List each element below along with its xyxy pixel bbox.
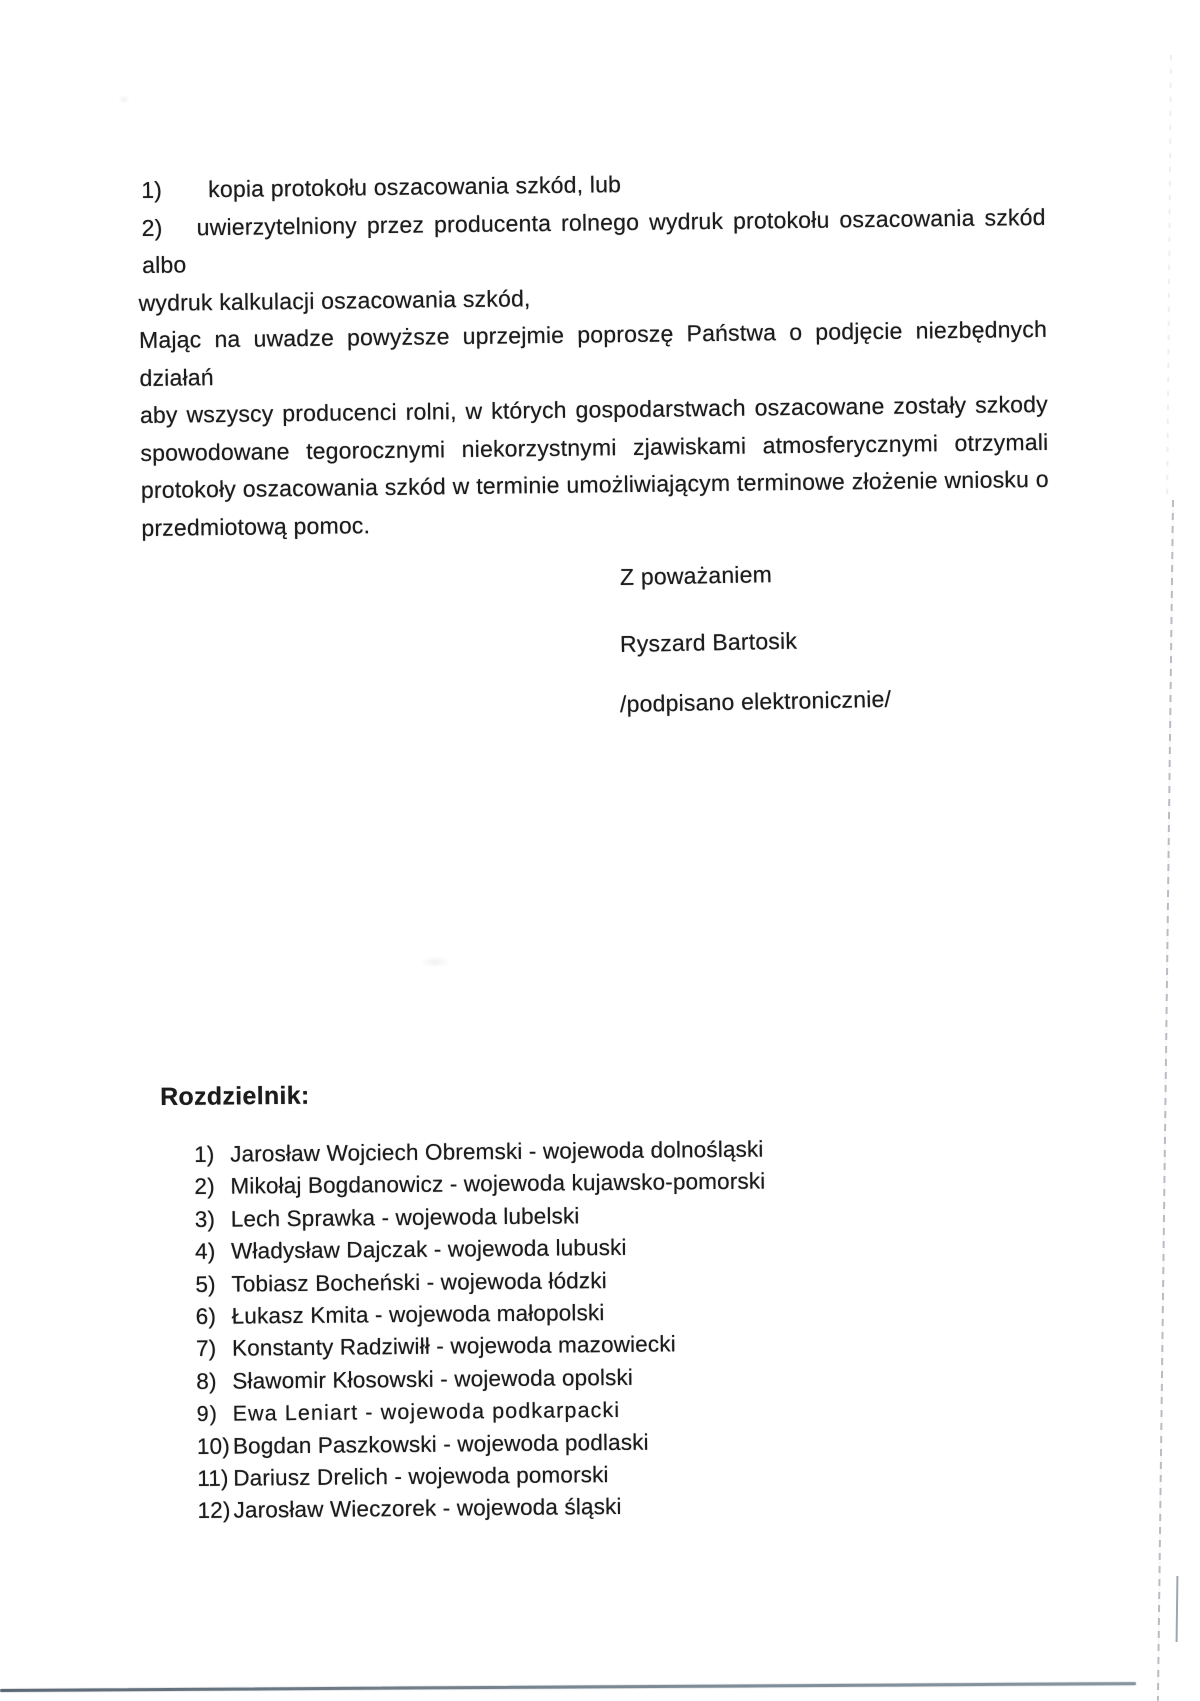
item-text: Tobiasz Bocheński - wojewoda łódzki [231, 1267, 607, 1297]
scan-artifact-edge-streak-faint [1166, 55, 1172, 500]
distribution-list [194, 1132, 958, 1528]
item-number: 2) [194, 1174, 215, 1200]
paragraph-line: spowodowane tegorocznymi niekorzystnymi zjawiskami atmosferycznymi otrzymali [140, 428, 1049, 466]
item-text: Jarosław Wojciech Obremski - wojewoda dolnośląski [230, 1136, 764, 1167]
item-number: 11) [197, 1465, 229, 1491]
item-text: Konstanty Radziwiłł - wojewoda mazowiecki [231, 1331, 676, 1361]
item-number: 6) [195, 1303, 217, 1329]
item-text: Władysław Dajczak - wojewoda lubuski [230, 1235, 627, 1264]
item-text: Mikołaj Bogdanowicz - wojewoda kujawsko-pomorski [230, 1168, 766, 1200]
scan-artifact-smudge [118, 95, 130, 104]
item-text: uwierzytelniony przez producenta rolnego wydruk protokołu oszacowania szkód albo [141, 203, 1046, 278]
paragraph-line: przedmiotową pomoc. [141, 511, 371, 541]
item-number: 4) [194, 1238, 216, 1265]
numbered-item-2 [141, 198, 1046, 284]
item-text: Ewa Leniart - wojewoda podkarpacki [232, 1398, 621, 1426]
signature-closing: Z poważaniem [619, 561, 773, 590]
item-text: kopia protokołu oszacowania szkód, lub [208, 171, 622, 203]
item-number: 12) [197, 1497, 231, 1524]
body-paragraph [137, 161, 1050, 547]
signature-name: Ryszard Bartosik [619, 627, 798, 657]
item-number: 8) [196, 1368, 217, 1394]
item-number: 1) [194, 1141, 215, 1167]
scan-artifact-bottom-rule [0, 1682, 1136, 1692]
item-number: 2) [141, 214, 163, 241]
paragraph-line: aby wszyscy producenci rolni, w których gospodarstwach oszacowane zostały szkody [139, 390, 1049, 428]
item-number: 5) [195, 1271, 216, 1297]
item-text: Dariusz Drelich - wojewoda pomorski [233, 1461, 609, 1491]
signature-electronic-note: /podpisano elektronicznie/ [619, 685, 892, 717]
distribution-list-heading: Rozdzielnik: [160, 1081, 310, 1111]
scan-artifact-edge-streak [1157, 500, 1174, 1701]
paragraph-line: Mając na uwadze powyższe uprzejmie poproszę Państwa o podjęcie niezbędnych działań [138, 315, 1048, 391]
distribution-item [197, 1488, 957, 1528]
item-text: Sławomir Kłosowski - wojewoda opolski [232, 1364, 634, 1394]
item-number: 7) [195, 1336, 217, 1362]
paragraph-line: wydruk kalkulacji oszacowania szkód, [138, 284, 531, 316]
item-text: Jarosław Wieczorek - wojewoda śląski [233, 1494, 622, 1523]
item-text: Lech Sprawka - wojewoda lubelski [230, 1203, 580, 1232]
scan-artifact-edge-mark [1176, 1576, 1179, 1642]
item-text: Łukasz Kmita - wojewoda małopolski [231, 1300, 605, 1329]
item-number: 9) [196, 1401, 219, 1427]
item-number: 10) [196, 1433, 231, 1459]
scan-artifact-smudge [420, 956, 450, 968]
paragraph-line: protokoły oszacowania szkód w terminie umożliwiającym terminowe złożenie wniosku o [140, 465, 1049, 503]
item-number: 1) [141, 176, 163, 203]
item-number: 3) [194, 1206, 216, 1232]
item-text: Bogdan Paszkowski - wojewoda podlaski [232, 1429, 649, 1459]
